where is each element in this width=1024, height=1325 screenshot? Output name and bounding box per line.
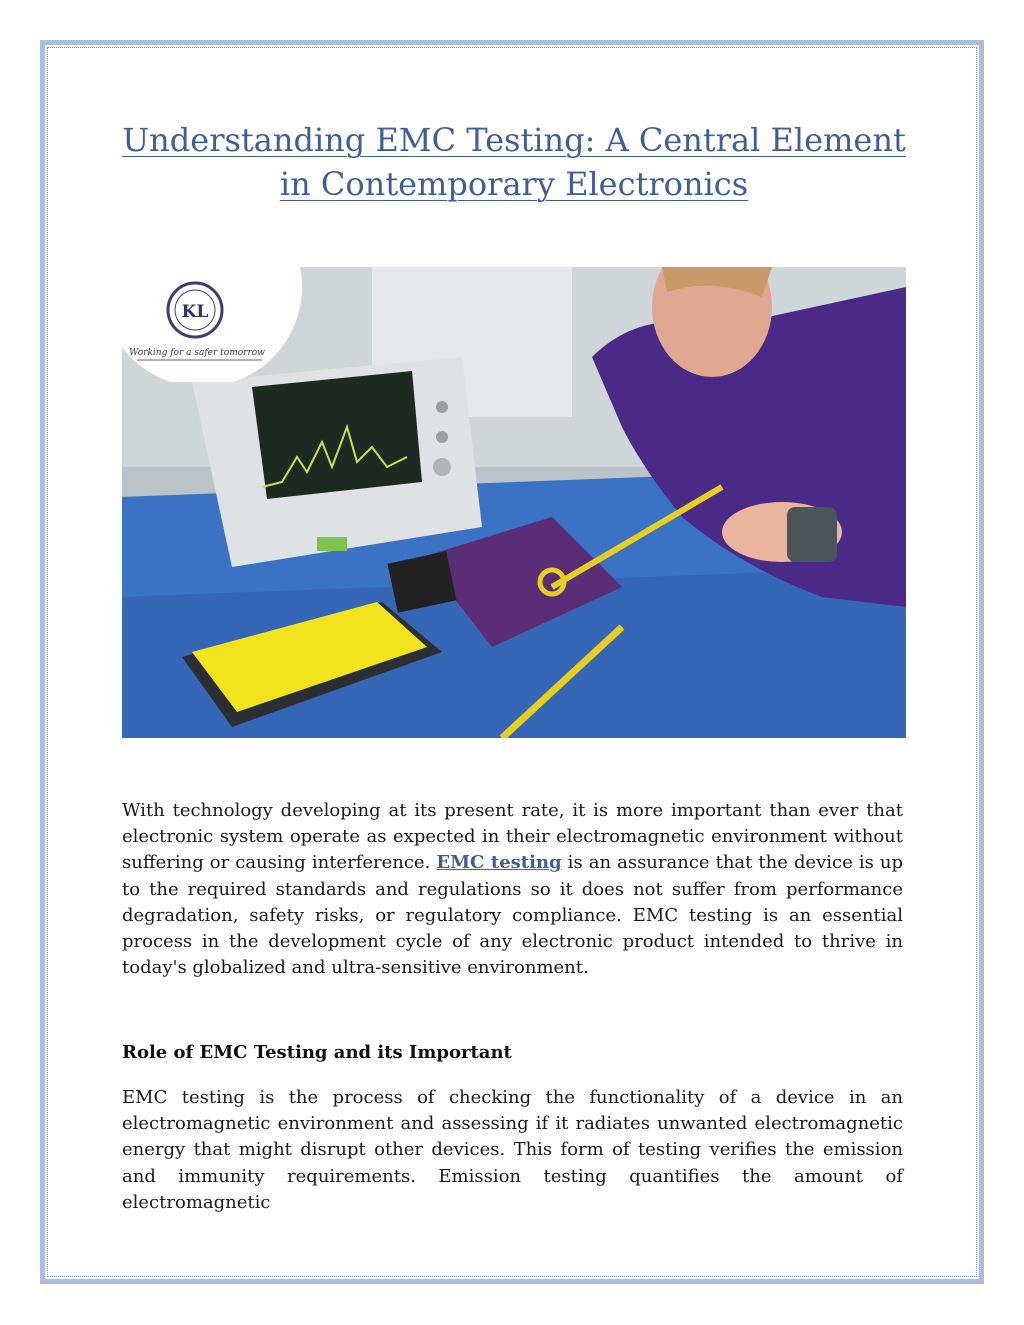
intro-paragraph <box>122 798 903 981</box>
kl-logo <box>122 212 302 382</box>
logo-monogram: KL <box>181 302 209 322</box>
intro-text-start: With technology developing at its present rate, it is more important than ever that electronic system operate as expected in their electromagnetic environment without suffering or causing interference. <box>122 800 903 874</box>
logo-tagline: Working for a safer tomorrow <box>129 348 265 358</box>
intro-text-end: is an assurance that the device is up to the required standards and regulations so it does not suffer from performance degradation, safety risks, or regulatory compliance. EMC testing is an essential process in the development cycle of any electronic product intended to thrive in today's globalized and ultra-sensitive environment. <box>122 852 903 979</box>
section-paragraph: EMC testing is the process of checking the functionality of a device in an electromagnetic environment and assessing if it radiates unwanted electromagnetic energy that might disrupt other devices. This form of testing verifies the emission and immunity requirements. Emission testing quantifies the amount of electromagnetic <box>122 1087 903 1213</box>
section-heading: Role of EMC Testing and its Important <box>122 1042 512 1063</box>
document-title: Understanding EMC Testing: A Central Element in Contemporary Electronics <box>122 121 906 203</box>
emc-testing-link[interactable]: EMC testing <box>436 852 562 874</box>
